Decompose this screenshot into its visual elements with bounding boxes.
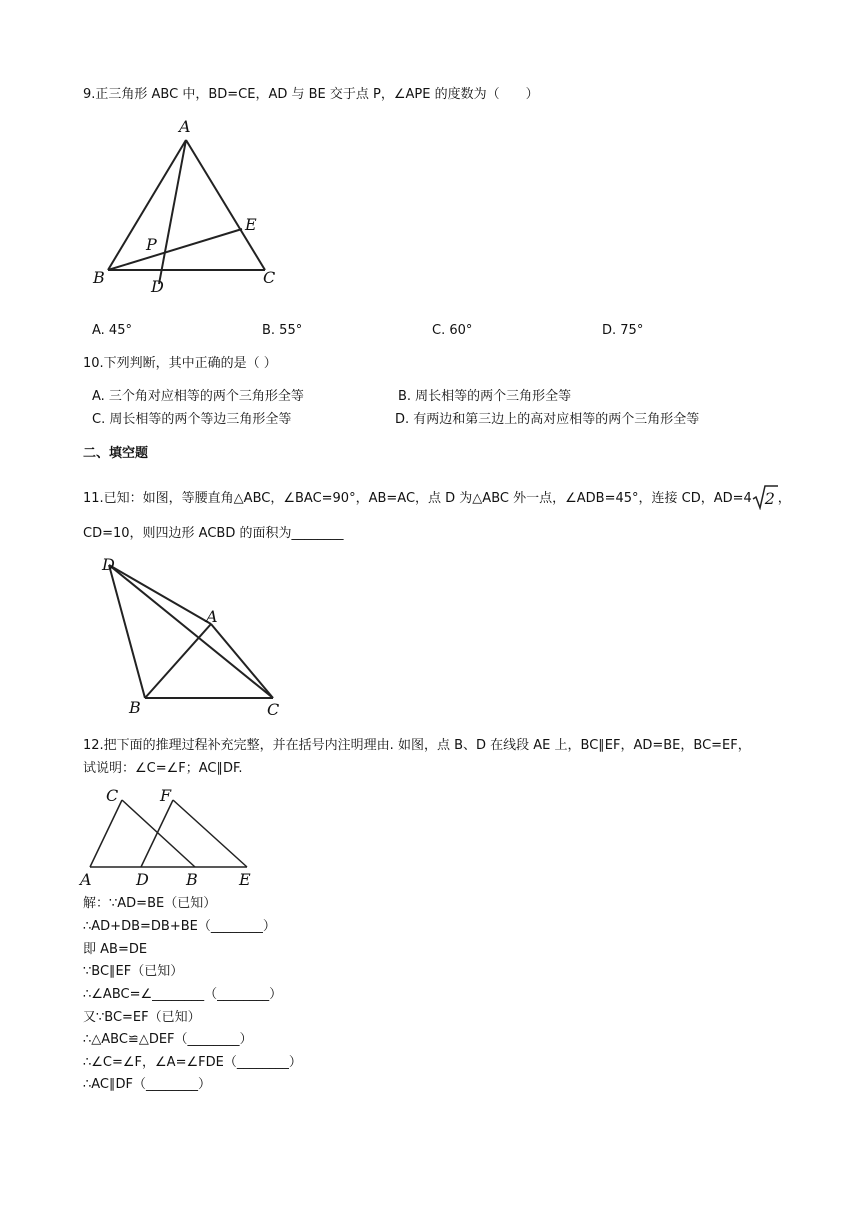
q12-step-2: ∴AD+DB=DB+BE（________） <box>83 919 276 934</box>
q12-step-4: ∵BC∥EF（已知） <box>83 964 184 979</box>
q12-triangles-figure <box>78 783 268 893</box>
q10-option-a[interactable]: A. 三个角对应相等的两个三角形全等 <box>92 389 304 404</box>
q11-sqrt-value: 2 <box>764 489 775 508</box>
q12-step-6: 又∵BC=EF（已知） <box>83 1010 201 1025</box>
q11-line1 <box>83 490 791 508</box>
q10-option-d[interactable]: D. 有两边和第三边上的高对应相等的两个三角形全等 <box>395 412 700 427</box>
q12-step-8: ∴∠C=∠F，∠A=∠FDE（________） <box>83 1055 302 1070</box>
q11-label-a: A <box>206 607 218 626</box>
q10-stem: 10.下列判断，其中正确的是（ ） <box>83 356 277 371</box>
q12-line1: 12.把下面的推理过程补充完整，并在括号内注明理由. 如图，点 B、D 在线段 AE 上，BC∥EF，AD=BE，BC=EF， <box>83 738 751 753</box>
section-title: 二、填空题 <box>83 446 149 461</box>
q11-line1-text: 11.已知：如图，等腰直角△ABC，∠BAC=90°，AB=AC，点 D 为△ABC 外一点，∠ADB=45°，连接 CD，AD=4 <box>83 491 752 506</box>
q12-step-7: ∴△ABC≌△DEF（________） <box>83 1032 253 1047</box>
q12-label-c: C <box>106 786 119 805</box>
q9-label-p: P <box>146 235 157 254</box>
q12-step-3: 即 AB=DE <box>83 942 148 957</box>
q9-triangle-figure <box>88 112 298 302</box>
q9-label-e: E <box>245 215 257 234</box>
q12-label-a: A <box>80 870 92 889</box>
q11-label-b: B <box>129 698 141 717</box>
q9-label-b: B <box>93 268 105 287</box>
q9-option-c[interactable]: C. 60° <box>432 323 473 338</box>
q10-option-c[interactable]: C. 周长相等的两个等边三角形全等 <box>92 412 292 427</box>
q10-option-b[interactable]: B. 周长相等的两个三角形全等 <box>398 389 572 404</box>
q9-label-a: A <box>179 117 191 136</box>
q9-option-d[interactable]: D. 75° <box>602 323 644 338</box>
q9-label-d: D <box>151 277 164 296</box>
q12-line2: 试说明：∠C=∠F；AC∥DF. <box>83 761 243 776</box>
q12-step-1: 解：∵AD=BE（已知） <box>83 896 217 911</box>
q11-label-c: C <box>267 700 280 719</box>
sqrt-symbol-icon <box>752 490 778 508</box>
q11-quadrilateral-figure <box>96 552 296 722</box>
q12-label-f: F <box>160 786 172 805</box>
q9-stem: 9.正三角形 ABC 中，BD=CE，AD 与 BE 交于点 P，∠APE 的度数为（ ） <box>83 87 539 102</box>
q12-label-b: B <box>186 870 198 889</box>
q11-line2: CD=10，则四边形 ACBD 的面积为________ <box>83 526 344 541</box>
q12-step-5: ∴∠ABC=∠________（________） <box>83 987 283 1002</box>
q12-label-d: D <box>136 870 149 889</box>
q9-option-b[interactable]: B. 55° <box>262 323 303 338</box>
q9-label-c: C <box>263 268 276 287</box>
q11-line1-end: ， <box>777 491 791 506</box>
q11-label-d: D <box>102 555 115 574</box>
q9-option-a[interactable]: A. 45° <box>92 323 132 338</box>
q12-label-e: E <box>239 870 251 889</box>
q12-step-9: ∴AC∥DF（________） <box>83 1077 212 1092</box>
